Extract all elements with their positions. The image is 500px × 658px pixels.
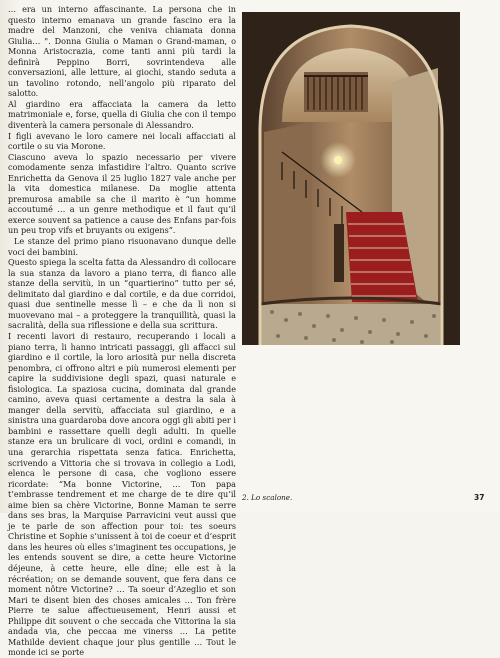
paragraph-6: Questo spiega la scelta fatta da Alessandro di collocare la sua stanza da lavoro a piano terra, di fianco alle stanze della servitù, in un “quartierino” tutto per sé, delimitato dal giardino e dal cortile, e da due corridoi, quasi due sentinelle messe lì – e che da lì non si muovevano mai – a proteggere la tranquillità, quasi la sacralità, della sua riflessione e della sua scrittura. xyxy=(8,257,236,331)
body-text-column xyxy=(8,4,236,658)
staircase-illustration xyxy=(242,12,460,345)
page-number: 37 xyxy=(474,493,485,502)
paragraph-7: I recenti lavori di restauro, recuperando i locali a piano terra, li hanno intricati passaggi, gli affacci sul giardino e il cortile, la loro ariosità pur nella discreta penombra, ci offrono altri e più numerosi elementi per capire la suddivisione degli spazi, quasi naturale e fisiologica. La spaziosa cucina, dominata dal grande camino, aveva quasi certamente a destra la sala à manger della servitù, affacciata sul giardino, e a sinistra una guardaroba dove ancora oggi gli abiti per i bambini e rassettare quelli degli adulti. In quelle stanze era un brulicare di voci, ordini e comandi, in una gerarchia rispettata senza fatica. Enrichetta, scrivendo a Vittoria che si trovava in collegio a Lodi, elenca le persone di casa, che vogliono essere ricordate: “Ma bonne Victorine, … Ton papa t’embrasse tendrement et me charge de te dire qu’il aime bien sa chère Victorine, Bonne Maman te serre dans ses bras, la Marquise Parravicini veut aussi que je te parle de son affection pour toi: tes soeurs Christine et Sophie s’unissent à toi de coeur et d’esprit dans les heures où elles s’imaginent tes occupations, je les entends souvent se dire, a cette heure Victorine déjeune, à cette heure, elle dîne; elle est à la récréation; on se demande souvent, que fera dans ce moment nôtre Victorine? … Ta soeur d’Azeglio et son Mari te disent bien des choses amicales … Ton frère Pierre te salue affectueusement, Henri aussi et Philippe dit souvent o che seccada che Vittorina la sia andada via, che peccaa me vinerss … La petite Mathilde devient chaque jour plus gentille … Tout le monde ici se porte xyxy=(8,330,236,658)
paragraph-1: … era un interno affascinante. La persona che in questo interno emanava un grande fascino era la madre del Manzoni, che veniva chiamata donna Giulia… ". Donna Giulia o Maman o Grand-maman, o Monna Aristocrazia, come tanti anni più tardi la definirà Peppino Borri, sovrintendeva alle conversazioni, alle letture, ai giochi, stando seduta a un tavolino rotondo, nell’angolo più riparato del salotto. xyxy=(8,4,236,99)
scalone-photo xyxy=(242,12,460,345)
paragraph-5: Le stanze del primo piano risuonavano dunque delle voci dei bambini. xyxy=(8,236,236,257)
paragraph-2: Al giardino era affacciata la camera da letto matrimoniale e, forse, quella di Giulia che con il tempo diventerà la camera personale di Alessandro. xyxy=(8,98,236,131)
paragraph-3: I figli avevano le loro camere nei locali affacciati al cortile o su via Morone. xyxy=(8,130,236,152)
figure-caption: 2. Lo scalone. xyxy=(242,493,293,502)
paragraph-4: Ciascuno aveva lo spazio necessario per vivere comodamente senza infastidire l’altro. Quanto scrive Enrichetta da Genova il 25 luglio 1827 vale anche per la vita domestica milanese. Da moglie attenta premurosa amabile sa che il marito è “un homme accoutumé … a un genre methodique et il faut qu’il exerce souvent sa patience a cause des Enfans par-fois un peu trop vifs et bruyants ou exigens”. xyxy=(8,151,236,236)
